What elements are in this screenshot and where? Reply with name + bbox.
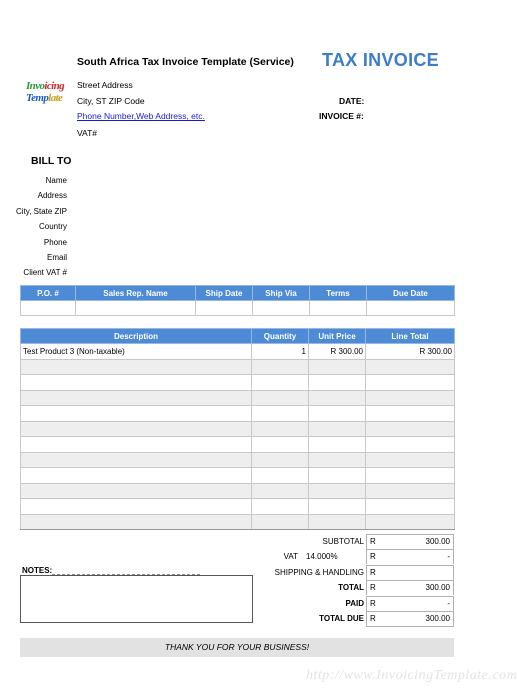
currency-symbol: R — [370, 537, 376, 546]
ship-date-cell[interactable] — [196, 301, 253, 316]
table-row — [21, 499, 455, 515]
item-line-total-cell[interactable] — [366, 514, 455, 530]
item-description-cell[interactable] — [21, 468, 252, 484]
bill-to-city-label: City, State ZIP — [16, 207, 67, 216]
item-quantity-cell[interactable] — [252, 437, 309, 453]
currency-symbol: R — [370, 599, 376, 608]
shipping-value-box[interactable] — [366, 565, 454, 580]
table-row — [21, 390, 455, 406]
table-row — [21, 344, 455, 360]
item-line-total-cell[interactable] — [366, 483, 455, 499]
vat-value: - — [447, 552, 450, 561]
item-line-total-cell[interactable] — [366, 406, 455, 422]
item-line-total-cell[interactable] — [366, 468, 455, 484]
item-line-total-cell[interactable] — [366, 359, 455, 375]
bill-to-phone-label: Phone — [43, 238, 67, 247]
item-quantity-cell[interactable] — [252, 406, 309, 422]
bill-to-heading: BILL TO — [31, 155, 72, 167]
item-line-total-cell[interactable] — [366, 375, 455, 391]
item-quantity-cell[interactable]: 1 — [252, 344, 309, 360]
contact-link[interactable]: Phone Number,Web Address, etc. — [77, 111, 205, 121]
total-due-value-box — [366, 611, 454, 627]
paid-value-box[interactable] — [366, 596, 454, 611]
table-row — [21, 437, 455, 453]
bill-to-client-vat-label: Client VAT # — [23, 268, 67, 277]
unit-price-header: Unit Price — [309, 329, 366, 344]
item-unit-price-cell[interactable] — [309, 437, 366, 453]
table-row — [21, 483, 455, 499]
item-description-cell[interactable]: Test Product 3 (Non-taxable) — [21, 344, 252, 360]
date-label: DATE: — [339, 96, 365, 106]
table-row — [21, 359, 455, 375]
total-due-value: 300.00 — [425, 614, 450, 623]
item-description-cell[interactable] — [21, 421, 252, 437]
vat-value-box — [366, 549, 454, 564]
due-date-header: Due Date — [367, 286, 455, 301]
currency-symbol: R — [370, 614, 376, 623]
item-description-cell[interactable] — [21, 390, 252, 406]
ship-date-header: Ship Date — [196, 286, 253, 301]
ship-via-cell[interactable] — [253, 301, 310, 316]
vat-label: VAT# — [77, 128, 97, 138]
subtotal-value: 300.00 — [425, 537, 450, 546]
table-row — [21, 375, 455, 391]
vat-row — [200, 549, 454, 564]
thank-you-banner: THANK YOU FOR YOUR BUSINESS! — [20, 638, 454, 657]
due-date-cell[interactable] — [367, 301, 455, 316]
item-line-total-cell[interactable] — [366, 452, 455, 468]
total-label: TOTAL — [338, 583, 364, 592]
bill-to-country-label: Country — [38, 222, 67, 231]
item-quantity-cell[interactable] — [252, 390, 309, 406]
item-unit-price-cell[interactable] — [309, 483, 366, 499]
table-row — [21, 452, 455, 468]
total-value-box — [366, 580, 454, 595]
street-address: Street Address — [77, 80, 133, 90]
quantity-header: Quantity — [252, 329, 309, 344]
item-line-total-cell[interactable] — [366, 499, 455, 515]
currency-symbol: R — [370, 552, 376, 561]
item-description-cell[interactable] — [21, 437, 252, 453]
item-unit-price-cell[interactable] — [309, 406, 366, 422]
paid-label: PAID — [345, 599, 364, 608]
item-unit-price-cell[interactable] — [309, 468, 366, 484]
subtotal-label: SUBTOTAL — [322, 537, 364, 546]
po-number-header: P.O. # — [21, 286, 76, 301]
item-unit-price-cell[interactable] — [309, 514, 366, 530]
notes-box[interactable] — [20, 575, 253, 623]
item-quantity-cell[interactable] — [252, 514, 309, 530]
item-description-cell[interactable] — [21, 499, 252, 515]
item-quantity-cell[interactable] — [252, 359, 309, 375]
document-title: TAX INVOICE — [322, 50, 439, 70]
line-items-table — [20, 328, 455, 530]
item-unit-price-cell[interactable] — [309, 375, 366, 391]
item-unit-price-cell[interactable] — [309, 390, 366, 406]
table-row — [21, 421, 455, 437]
item-quantity-cell[interactable] — [252, 452, 309, 468]
item-unit-price-cell[interactable] — [309, 499, 366, 515]
item-line-total-cell[interactable] — [366, 390, 455, 406]
terms-header: Terms — [310, 286, 367, 301]
item-quantity-cell[interactable] — [252, 468, 309, 484]
subtotal-value-box — [366, 534, 454, 549]
po-number-cell[interactable] — [21, 301, 76, 316]
description-header: Description — [21, 329, 252, 344]
company-title: South Africa Tax Invoice Template (Service) — [77, 56, 294, 68]
bill-to-name-label: Name — [45, 176, 67, 185]
invoice-number-label: INVOICE #: — [319, 111, 364, 121]
item-description-cell[interactable] — [21, 375, 252, 391]
paid-value: - — [447, 599, 450, 608]
item-description-cell[interactable] — [21, 406, 252, 422]
item-line-total-cell[interactable]: R 300.00 — [366, 344, 455, 360]
total-value: 300.00 — [425, 583, 450, 592]
item-description-cell[interactable] — [21, 359, 252, 375]
sales-rep-cell[interactable] — [76, 301, 196, 316]
table-row — [21, 406, 455, 422]
item-quantity-cell[interactable] — [252, 421, 309, 437]
line-total-header: Line Total — [366, 329, 455, 344]
currency-symbol: R — [370, 583, 376, 592]
terms-cell[interactable] — [310, 301, 367, 316]
company-logo: InvoicingTemplate — [26, 80, 65, 104]
item-unit-price-cell[interactable] — [309, 452, 366, 468]
order-info-table — [20, 285, 455, 316]
bill-to-address-label: Address — [37, 191, 67, 200]
item-description-cell[interactable] — [21, 452, 252, 468]
notes-label: NOTES: — [22, 566, 53, 575]
item-description-cell[interactable] — [21, 483, 252, 499]
item-unit-price-cell[interactable] — [309, 421, 366, 437]
table-row — [21, 514, 455, 530]
subtotal-row — [200, 534, 454, 549]
item-line-total-cell[interactable] — [366, 437, 455, 453]
vat-rate[interactable]: 14.000% — [306, 552, 338, 561]
item-unit-price-cell[interactable] — [309, 359, 366, 375]
table-row — [21, 468, 455, 484]
currency-symbol: R — [370, 568, 376, 577]
vat-label: VAT — [283, 552, 298, 561]
city-line: City, ST ZIP Code — [77, 96, 145, 106]
item-quantity-cell[interactable] — [252, 483, 309, 499]
item-quantity-cell[interactable] — [252, 375, 309, 391]
item-line-total-cell[interactable] — [366, 421, 455, 437]
item-description-cell[interactable] — [21, 514, 252, 530]
item-unit-price-cell[interactable]: R 300.00 — [309, 344, 366, 360]
item-quantity-cell[interactable] — [252, 499, 309, 515]
bill-to-email-label: Email — [46, 253, 67, 262]
shipping-label: SHIPPING & HANDLING — [274, 568, 364, 577]
sales-rep-header: Sales Rep. Name — [76, 286, 196, 301]
ship-via-header: Ship Via — [253, 286, 310, 301]
watermark: http://www.InvoicingTemplate.com — [306, 668, 517, 683]
total-due-label: TOTAL DUE — [319, 614, 364, 623]
